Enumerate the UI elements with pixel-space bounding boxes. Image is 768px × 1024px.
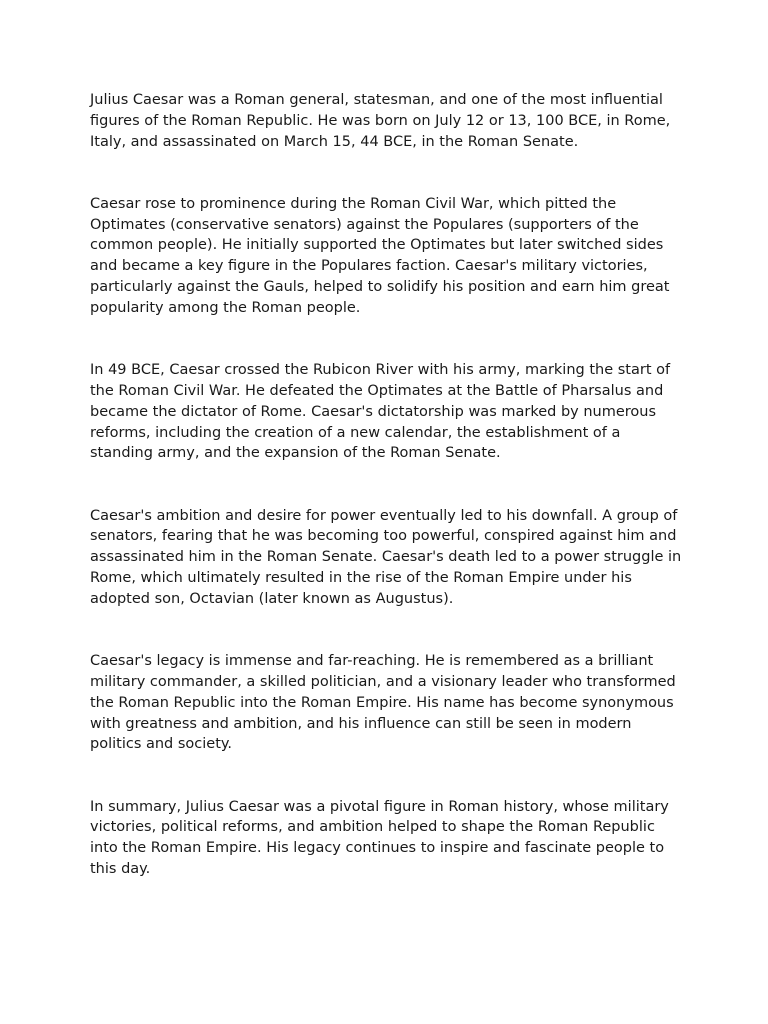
paragraph-legacy: Caesar's legacy is immense and far-reaching. He is remembered as a brilliant military commander, a skilled politician, and a visionary leader who transformed the Roman Republic into the Roman Empire. His name has become synonymous with greatness and ambition, and his influence can still be seen in modern politics and society. [90, 653, 676, 753]
paragraph-rise-to-prominence: Caesar rose to prominence during the Roman Civil War, which pitted the Optimates (conservative senators) against the Populares (supporters of the common people). He initially supported the Optimates but later switched sides and became a key figure in the Populares faction. Caesar's military victories, particularly against the Gauls, helped to solidify his position and earn him great popularity among the Roman people. [90, 195, 670, 316]
paragraph-birth-death: Julius Caesar was a Roman general, statesman, and one of the most influential figures of the Roman Republic. He was born on July 12 or 13, 100 BCE, in Rome, Italy, and assassinated on March 15, 44 BCE, in the Roman Senate. [90, 92, 671, 150]
paragraph-rubicon-dictatorship: In 49 BCE, Caesar crossed the Rubicon River with his army, marking the start of the Roman Civil War. He defeated the Optimates at the Battle of Pharsalus and became the dictator of Rome. Caesar's dictatorship was marked by numerous reforms, including the creation of a new calendar, the establishment of a standing army, and the expansion of the Roman Senate. [90, 362, 671, 462]
paragraph-downfall: Caesar's ambition and desire for power eventually led to his downfall. A group of senators, fearing that he was becoming too powerful, conspired against him and assassinated him in the Roman Senate. Caesar's death led to a power struggle in Rome, which ultimately resulted in the rise of the Roman Empire under his adopted son, Octavian (later known as Augustus). [90, 507, 682, 607]
document-body [90, 90, 682, 921]
paragraph-summary: In summary, Julius Caesar was a pivotal figure in Roman history, whose military victories, political reforms, and ambition helped to shape the Roman Republic into the Roman Empire. His legacy continues to inspire and fascinate people to this day. [90, 798, 669, 878]
